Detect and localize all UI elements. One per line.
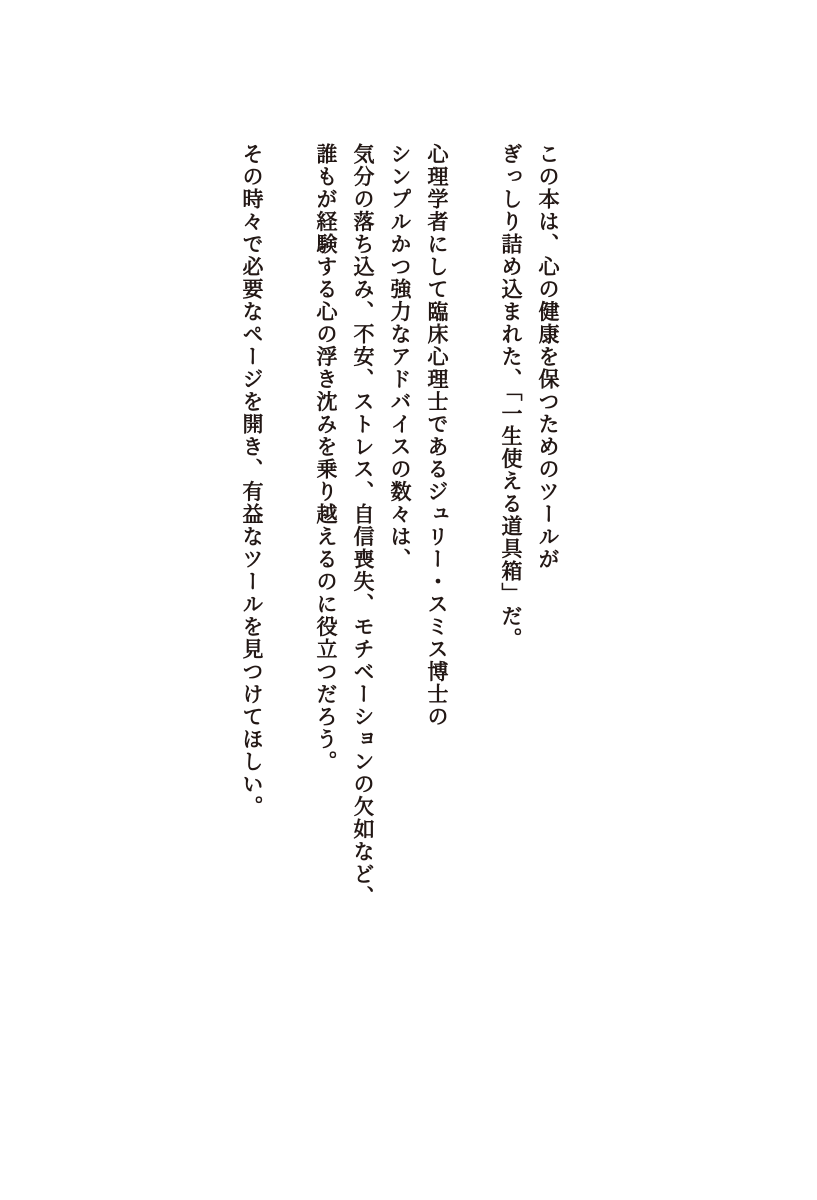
paragraph-2 xyxy=(307,143,455,1003)
text-line: この本は、心の健康を保つためのツールが xyxy=(536,143,560,571)
text-line: 心理学者にして臨床心理士であるジュリー・スミス博士の xyxy=(425,143,449,728)
text-line: シンプルかつ強力なアドバイスの数々は、 xyxy=(388,143,412,571)
vertical-text-block xyxy=(233,143,566,1003)
text-line: ぎっしり詰め込まれた、「一生使える道具箱」だ。 xyxy=(499,143,523,650)
paragraph-3 xyxy=(233,143,270,1003)
text-line: 気分の落ち込み、不安、ストレス、自信喪失、モチベーションの欠如など、 xyxy=(351,143,375,908)
text-line: 誰もが経験する心の浮き沈みを乗り越えるのに役立つだろう。 xyxy=(314,143,338,773)
text-line: その時々で必要なページを開き、有益なツールを見つけてほしい。 xyxy=(240,143,264,818)
paragraph-1 xyxy=(492,143,566,1003)
